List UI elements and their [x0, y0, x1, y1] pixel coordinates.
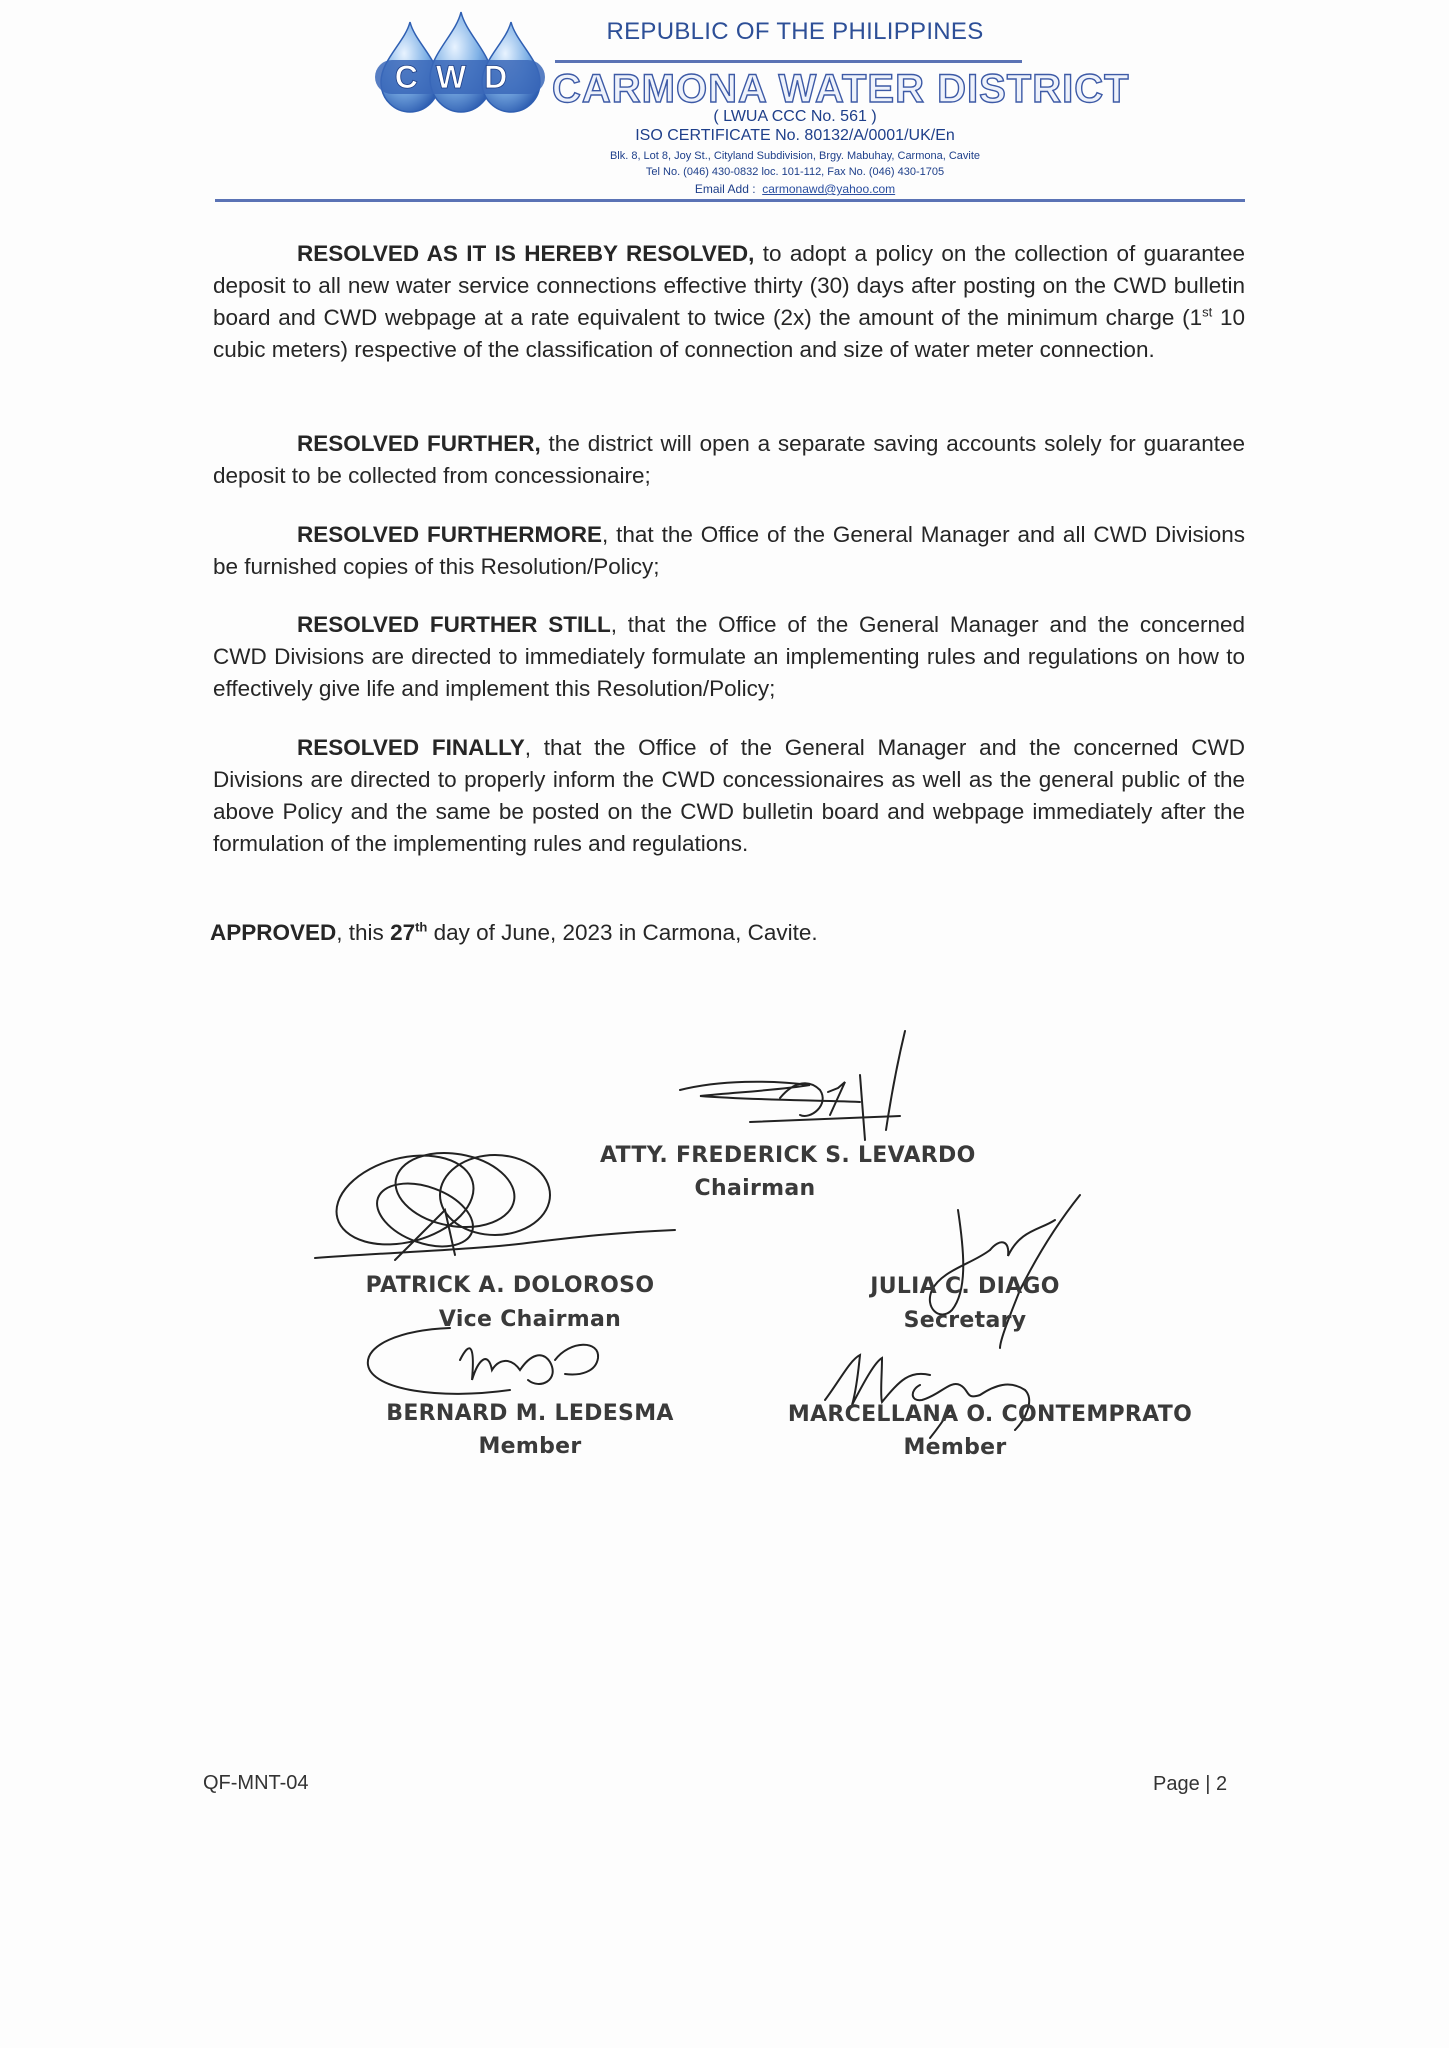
- page-number: Page | 2: [1153, 1773, 1228, 1795]
- vice-chairman-name: PATRICK A. DOLOROSO: [365, 1273, 655, 1298]
- form-code: QF-MNT-04: [203, 1772, 309, 1794]
- member-1-title: Member: [478, 1434, 582, 1459]
- resolution-lead: RESOLVED FURTHER STILL: [297, 612, 611, 637]
- header-divider: [215, 199, 1245, 202]
- signature-chairman: [660, 1030, 980, 1160]
- telephone-fax: Tel No. (046) 430-0832 loc. 101-112, Fax No. (046) 430-1705: [645, 166, 945, 178]
- resolution-paragraph-3: [213, 519, 1245, 583]
- resolution-paragraph-4: [213, 609, 1245, 705]
- iso-certificate: ISO CERTIFICATE No. 80132/A/0001/UK/En: [635, 127, 955, 144]
- approval-day: 27: [390, 920, 416, 945]
- cwd-water-drops-logo: [375, 8, 545, 120]
- resolution-paragraph-5: [213, 732, 1245, 860]
- member-2-name: MARCELLANA O. CONTEMPRATO: [787, 1402, 1193, 1427]
- email-label: Email Add :: [694, 182, 756, 196]
- approval-day-suffix: th: [415, 919, 428, 935]
- resolution-lead: RESOLVED FURTHER,: [297, 431, 541, 456]
- vice-chairman-title: Vice Chairman: [438, 1307, 622, 1332]
- office-address: Blk. 8, Lot 8, Joy St., Cityland Subdivision, Brgy. Mabuhay, Carmona, Cavite: [609, 150, 981, 162]
- resolution-lead: RESOLVED FINALLY: [297, 735, 525, 760]
- secretary-name: JULIA C. DIAGO: [870, 1274, 1060, 1299]
- resolution-lead: RESOLVED AS IT IS HEREBY RESOLVED,: [297, 241, 755, 266]
- header-divider-short: [555, 60, 1022, 63]
- approval-line: [210, 920, 818, 946]
- resolution-text: , that the Office of the General Manager and the concerned CWD Divisions are directed to properly inform the CWD concessionaires as well as the general public of the above Policy and the same be posted on the CWD bulletin board and webpage immediately after the formulation of the implementing rules and regulations.: [213, 735, 1245, 856]
- resolution-paragraph-1: [213, 238, 1245, 366]
- resolution-text-cont: 10 cubic meters) respective of the classification of connection and size of water meter connection.: [213, 305, 1246, 362]
- member-2-title: Member: [903, 1435, 1007, 1460]
- ordinal-suffix: st: [1202, 304, 1213, 320]
- resolution-lead: RESOLVED FURTHERMORE: [297, 522, 602, 547]
- chairman-title: Chairman: [694, 1176, 816, 1201]
- approval-text-cont: day of June, 2023 in Carmona, Cavite.: [427, 920, 818, 945]
- organization-name: CARMONA WATER DISTRICT: [552, 67, 1130, 111]
- resolution-paragraph-2: [213, 428, 1245, 492]
- member-1-name: BERNARD M. LEDESMA: [386, 1401, 674, 1426]
- resolution-text: the district will open a separate saving accounts solely for guarantee deposit to be collected from concessionaire;: [213, 431, 1245, 488]
- email-row: [560, 182, 1030, 196]
- resolution-text: to adopt a policy on the collection of guarantee deposit to all new water service connections effective thirty (30) days after posting on the CWD bulletin board and CWD webpage at a rate equivalent to twice (2x) the amount of the minimum charge (1: [213, 241, 1246, 330]
- approval-text: , this: [336, 920, 391, 945]
- approval-lead: APPROVED: [210, 920, 337, 945]
- secretary-title: Secretary: [903, 1308, 1027, 1333]
- resolution-text: , that the Office of the General Manager and all CWD Divisions be furnished copies of this Resolution/Policy;: [213, 522, 1245, 579]
- chairman-name: ATTY. FREDERICK S. LEVARDO: [600, 1143, 976, 1168]
- resolution-text: , that the Office of the General Manager and the concerned CWD Divisions are directed to immediately formulate an implementing rules and regulations on how to effectively give life and implement this Resolution/Policy;: [213, 612, 1245, 701]
- lwua-number: ( LWUA CCC No. 561 ): [713, 108, 877, 125]
- republic-heading: REPUBLIC OF THE PHILIPPINES: [606, 18, 984, 45]
- email-link[interactable]: carmonawd@yahoo.com: [762, 182, 896, 196]
- logo-letters: CWD: [394, 59, 526, 95]
